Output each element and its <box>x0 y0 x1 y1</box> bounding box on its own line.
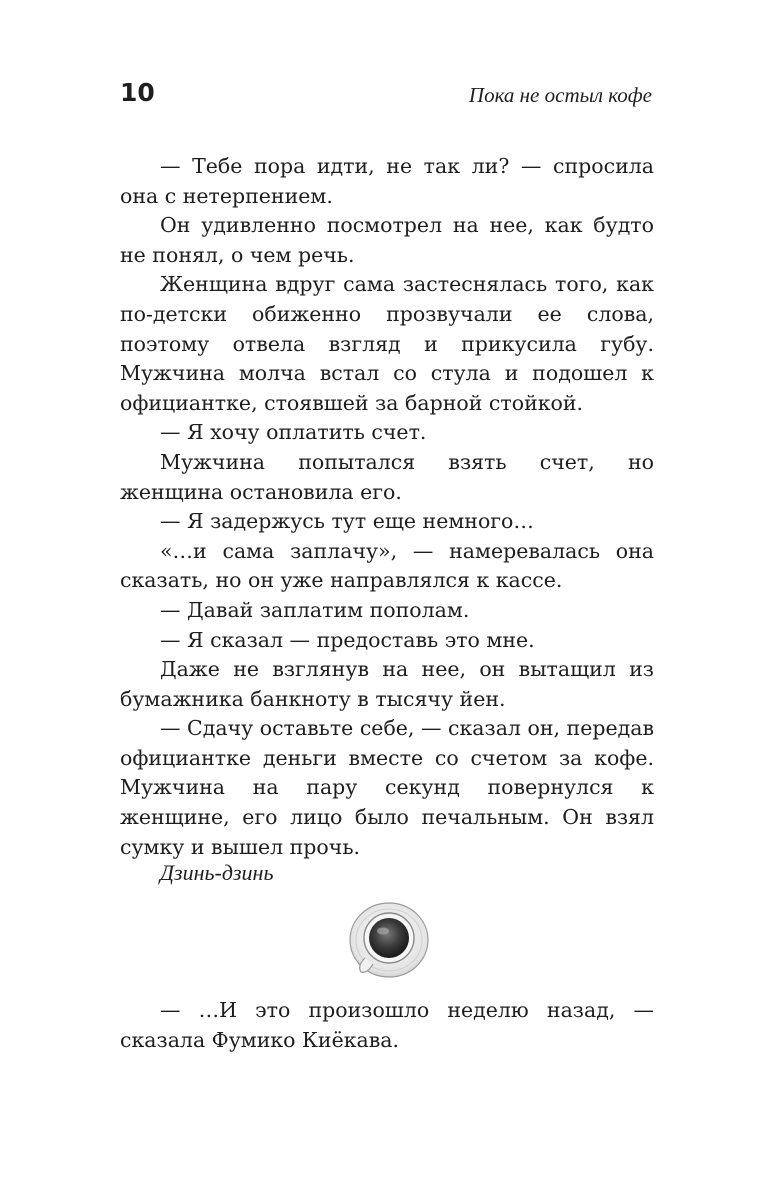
paragraph: — Сдачу оставьте себе, — сказал он, передав официантке деньги вместе со счетом за кофе. Мужчина на пару секунд повернулся к женщине, его лицо было печальным. Он взял сумку и вышел прочь. <box>120 716 654 859</box>
paragraph: — Я сказал — предоставь это мне. <box>160 627 535 652</box>
paragraph: — Давай заплатим пополам. <box>160 597 470 622</box>
paragraph: Даже не взглянув на нее, он вытащил из бумажника банкноту в тысячу йен. <box>120 657 654 711</box>
sound-line: Дзинь-дзинь <box>160 860 274 885</box>
running-title: Пока не остыл кофе <box>468 83 652 107</box>
paragraph: — Тебе пора идти, не так ли? — спросила она с нетерпением. <box>120 154 654 208</box>
paragraph: — Я хочу оплатить счет. <box>160 420 427 445</box>
paragraph: Мужчина попытался взять счет, но женщина остановила его. <box>120 449 654 504</box>
closing-text <box>120 996 654 1055</box>
paragraph: «…и сама заплачу», — намеревалась она сказать, но он уже направлялся к кассе. <box>120 538 654 593</box>
paragraph: — Я задержусь тут еще немного… <box>160 509 534 534</box>
paragraph: — …И это произошло неделю назад, — сказала Фумико Киёкава. <box>120 998 654 1052</box>
page-number: 10 <box>120 78 155 107</box>
paragraph: Женщина вдруг сама застеснялась того, как по-детски обиженно прозвучали ее слова, поэтому отвела взгляд и прикусила губу. Мужчина молча встал со стула и подошел к официантке, стоявшей за барной стойкой. <box>120 272 654 415</box>
main-text <box>120 152 654 862</box>
paragraph: Он удивленно посмотрел на нее, как будто не понял, о чем речь. <box>120 213 654 267</box>
coffee-cup-icon <box>347 900 431 980</box>
